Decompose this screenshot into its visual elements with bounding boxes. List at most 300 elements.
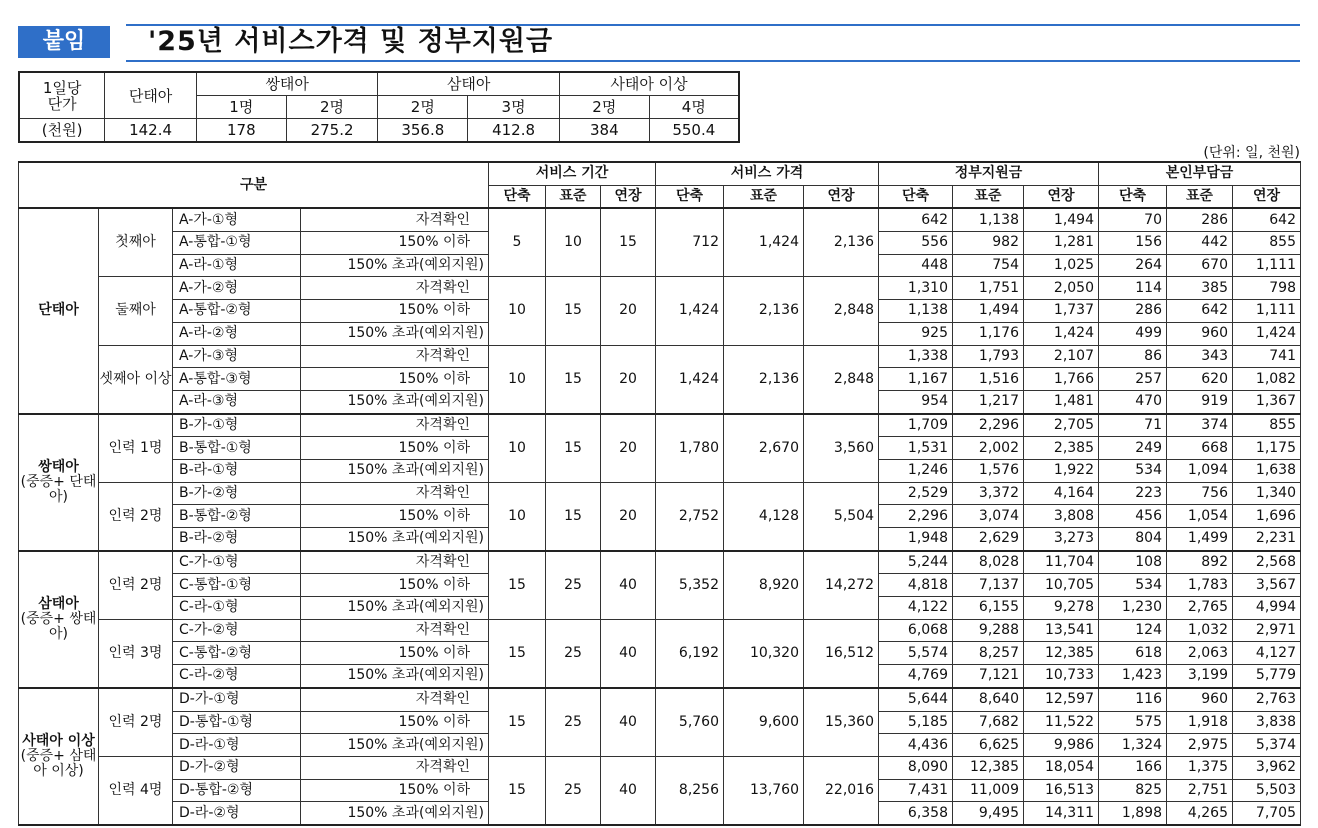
page-title: '25년 서비스가격 및 정부지원금 — [148, 26, 554, 57]
head-subcol: 표준 — [724, 185, 804, 208]
service-price: 712 — [656, 208, 724, 277]
service-price: 22,016 — [804, 756, 879, 825]
copay: 804 — [1099, 528, 1167, 551]
gov-support: 6,068 — [879, 619, 953, 642]
copay: 534 — [1099, 574, 1167, 597]
type-code: C-라-②형 — [173, 665, 301, 688]
copay: 1,230 — [1099, 597, 1167, 620]
copay: 4,994 — [1233, 597, 1301, 620]
service-period: 20 — [601, 414, 656, 483]
gov-support: 1,025 — [1024, 254, 1099, 277]
gov-support: 1,246 — [879, 459, 953, 482]
copay: 620 — [1167, 368, 1233, 391]
copay: 798 — [1233, 277, 1301, 300]
gov-support: 6,625 — [953, 734, 1024, 757]
gov-support: 556 — [879, 232, 953, 255]
income-criteria: 150% 초과(예외지원) — [301, 665, 489, 688]
block-label: 인력 3명 — [99, 619, 173, 688]
page-header — [18, 22, 1300, 62]
group-label — [19, 551, 99, 688]
gov-support: 11,522 — [1024, 711, 1099, 734]
service-period: 5 — [489, 208, 546, 277]
type-code: D-라-①형 — [173, 734, 301, 757]
service-price: 2,670 — [724, 414, 804, 483]
income-criteria: 150% 이하 — [301, 642, 489, 665]
copay: 166 — [1099, 756, 1167, 779]
type-code: C-통합-②형 — [173, 642, 301, 665]
table-row — [19, 345, 1301, 368]
type-code: A-가-①형 — [173, 208, 301, 231]
gov-support: 2,296 — [879, 505, 953, 528]
table-row — [19, 756, 1301, 779]
gov-support: 2,002 — [953, 437, 1024, 460]
group-name: 단태아 — [38, 302, 79, 319]
service-price: 6,192 — [656, 619, 724, 688]
table-row — [19, 619, 1301, 642]
group-label — [19, 414, 99, 551]
income-criteria: 150% 초과(예외지원) — [301, 528, 489, 551]
type-code: D-가-②형 — [173, 756, 301, 779]
service-price: 2,752 — [656, 482, 724, 551]
service-period: 10 — [489, 482, 546, 551]
gov-support: 4,818 — [879, 574, 953, 597]
copay: 70 — [1099, 208, 1167, 231]
type-code: C-가-①형 — [173, 551, 301, 574]
gov-support: 9,986 — [1024, 734, 1099, 757]
head-period: 서비스 기간 — [489, 162, 656, 185]
income-criteria: 150% 이하 — [301, 574, 489, 597]
block-label: 인력 2명 — [99, 482, 173, 551]
gov-support: 1,751 — [953, 277, 1024, 300]
type-code: A-라-①형 — [173, 254, 301, 277]
copay: 5,779 — [1233, 665, 1301, 688]
copay: 1,082 — [1233, 368, 1301, 391]
income-criteria: 자격확인 — [301, 208, 489, 231]
copay: 2,568 — [1233, 551, 1301, 574]
group-label — [19, 688, 99, 825]
copay: 71 — [1099, 414, 1167, 437]
service-price: 1,424 — [656, 277, 724, 345]
head-support: 정부지원금 — [879, 162, 1099, 185]
service-period: 40 — [601, 756, 656, 825]
gov-support: 7,682 — [953, 711, 1024, 734]
copay: 1,032 — [1167, 619, 1233, 642]
gov-support: 10,705 — [1024, 574, 1099, 597]
gov-support: 1,138 — [879, 300, 953, 323]
copay: 642 — [1167, 300, 1233, 323]
service-price: 8,256 — [656, 756, 724, 825]
service-period: 15 — [601, 208, 656, 277]
gov-support: 1,424 — [1024, 322, 1099, 345]
copay: 470 — [1099, 390, 1167, 413]
income-criteria: 150% 이하 — [301, 437, 489, 460]
copay: 5,503 — [1233, 779, 1301, 802]
price-row-label: 1일당 단가 — [19, 72, 105, 119]
service-price: 2,136 — [804, 208, 879, 277]
head-subcol: 연장 — [601, 185, 656, 208]
block-label: 인력 2명 — [99, 688, 173, 757]
copay: 7,705 — [1233, 802, 1301, 825]
copay: 2,765 — [1167, 597, 1233, 620]
type-code: A-라-②형 — [173, 322, 301, 345]
copay: 249 — [1099, 437, 1167, 460]
gov-support: 1,176 — [953, 322, 1024, 345]
service-price: 10,320 — [724, 619, 804, 688]
gov-support: 1,531 — [879, 437, 953, 460]
copay: 642 — [1233, 208, 1301, 231]
gov-support: 6,155 — [953, 597, 1024, 620]
head-subcol: 연장 — [804, 185, 879, 208]
service-period: 15 — [546, 482, 601, 551]
table-row — [19, 688, 1301, 711]
service-price: 5,760 — [656, 688, 724, 757]
copay: 960 — [1167, 688, 1233, 711]
head-subcol: 표준 — [546, 185, 601, 208]
header-rule-bottom — [126, 60, 1300, 62]
gov-support: 9,288 — [953, 619, 1024, 642]
income-criteria: 자격확인 — [301, 277, 489, 300]
block-label: 둘째아 — [99, 277, 173, 345]
gov-support: 2,107 — [1024, 345, 1099, 368]
group-subtitle: (중증+ 쌍태아) — [20, 610, 97, 642]
copay: 286 — [1099, 300, 1167, 323]
service-price: 1,424 — [724, 208, 804, 277]
block-label: 첫째아 — [99, 208, 173, 277]
gov-support: 8,640 — [953, 688, 1024, 711]
price-twin-label: 쌍태아 — [196, 72, 377, 96]
service-period: 20 — [601, 277, 656, 345]
copay: 456 — [1099, 505, 1167, 528]
copay: 3,962 — [1233, 756, 1301, 779]
table-row — [19, 208, 1301, 231]
gov-support: 1,281 — [1024, 232, 1099, 255]
gov-support: 448 — [879, 254, 953, 277]
gov-support: 8,257 — [953, 642, 1024, 665]
head-subcol: 단축 — [489, 185, 546, 208]
copay: 1,340 — [1233, 482, 1301, 505]
copay: 670 — [1167, 254, 1233, 277]
type-code: C-가-②형 — [173, 619, 301, 642]
copay: 575 — [1099, 711, 1167, 734]
service-period: 25 — [546, 551, 601, 620]
price-sub-label: 2명 — [378, 96, 468, 119]
copay: 855 — [1233, 232, 1301, 255]
gov-support: 2,050 — [1024, 277, 1099, 300]
head-subcol: 표준 — [1167, 185, 1233, 208]
price-value: 550.4 — [649, 119, 739, 143]
head-subcol: 연장 — [1233, 185, 1301, 208]
service-price: 8,920 — [724, 551, 804, 620]
income-criteria: 자격확인 — [301, 619, 489, 642]
copay: 1,111 — [1233, 254, 1301, 277]
copay: 2,751 — [1167, 779, 1233, 802]
type-code: A-통합-①형 — [173, 232, 301, 255]
copay: 1,696 — [1233, 505, 1301, 528]
copay: 3,567 — [1233, 574, 1301, 597]
gov-support: 1,709 — [879, 414, 953, 437]
head-subcol: 연장 — [1024, 185, 1099, 208]
type-code: B-라-②형 — [173, 528, 301, 551]
type-code: C-통합-①형 — [173, 574, 301, 597]
service-period: 15 — [489, 551, 546, 620]
income-criteria: 자격확인 — [301, 414, 489, 437]
group-label — [19, 208, 99, 413]
gov-support: 5,574 — [879, 642, 953, 665]
gov-support: 1,310 — [879, 277, 953, 300]
gov-support: 1,138 — [953, 208, 1024, 231]
gov-support: 982 — [953, 232, 1024, 255]
service-price: 2,136 — [724, 277, 804, 345]
service-period: 20 — [601, 482, 656, 551]
income-criteria: 150% 초과(예외지원) — [301, 459, 489, 482]
daily-price-table — [18, 71, 740, 143]
service-price: 16,512 — [804, 619, 879, 688]
gov-support: 954 — [879, 390, 953, 413]
income-criteria: 150% 초과(예외지원) — [301, 390, 489, 413]
gov-support: 8,090 — [879, 756, 953, 779]
copay: 1,324 — [1099, 734, 1167, 757]
table-row — [19, 482, 1301, 505]
block-label: 셋째아 이상 — [99, 345, 173, 414]
type-code: D-가-①형 — [173, 688, 301, 711]
gov-support: 3,372 — [953, 482, 1024, 505]
gov-support: 1,217 — [953, 390, 1024, 413]
copay: 825 — [1099, 779, 1167, 802]
service-period: 10 — [489, 345, 546, 414]
copay: 1,367 — [1233, 390, 1301, 413]
copay: 2,763 — [1233, 688, 1301, 711]
income-criteria: 자격확인 — [301, 756, 489, 779]
gov-support: 5,244 — [879, 551, 953, 574]
income-criteria: 150% 이하 — [301, 368, 489, 391]
copay: 124 — [1099, 619, 1167, 642]
gov-support: 9,278 — [1024, 597, 1099, 620]
copay: 2,063 — [1167, 642, 1233, 665]
price-single-label: 단태아 — [105, 72, 197, 119]
copay: 385 — [1167, 277, 1233, 300]
gov-support: 7,137 — [953, 574, 1024, 597]
copay: 1,783 — [1167, 574, 1233, 597]
gov-support: 7,121 — [953, 665, 1024, 688]
service-price: 2,848 — [804, 277, 879, 345]
copay: 1,424 — [1233, 322, 1301, 345]
gov-support: 4,122 — [879, 597, 953, 620]
type-code: B-통합-②형 — [173, 505, 301, 528]
table-row — [19, 551, 1301, 574]
copay: 3,199 — [1167, 665, 1233, 688]
copay: 668 — [1167, 437, 1233, 460]
gov-support: 1,766 — [1024, 368, 1099, 391]
copay: 156 — [1099, 232, 1167, 255]
copay: 855 — [1233, 414, 1301, 437]
service-period: 25 — [546, 619, 601, 688]
copay: 756 — [1167, 482, 1233, 505]
service-period: 10 — [489, 414, 546, 483]
group-subtitle: (중증+ 단태아) — [20, 473, 97, 505]
gov-support: 925 — [879, 322, 953, 345]
gov-support: 1,494 — [953, 300, 1024, 323]
gov-support: 11,704 — [1024, 551, 1099, 574]
gov-support: 1,167 — [879, 368, 953, 391]
copay: 116 — [1099, 688, 1167, 711]
gov-support: 4,436 — [879, 734, 953, 757]
copay: 919 — [1167, 390, 1233, 413]
price-value: 384 — [559, 119, 649, 143]
income-criteria: 150% 초과(예외지원) — [301, 802, 489, 825]
type-code: C-라-①형 — [173, 597, 301, 620]
type-code: B-가-②형 — [173, 482, 301, 505]
copay: 5,374 — [1233, 734, 1301, 757]
copay: 960 — [1167, 322, 1233, 345]
service-price: 2,136 — [724, 345, 804, 414]
gov-support: 1,494 — [1024, 208, 1099, 231]
gov-support: 11,009 — [953, 779, 1024, 802]
gov-support: 3,808 — [1024, 505, 1099, 528]
gov-support: 6,358 — [879, 802, 953, 825]
service-price: 5,504 — [804, 482, 879, 551]
price-sub-label: 4명 — [649, 96, 739, 119]
type-code: A-라-③형 — [173, 390, 301, 413]
service-period: 15 — [546, 345, 601, 414]
price-sub-label: 2명 — [286, 96, 378, 119]
head-subcol: 단축 — [656, 185, 724, 208]
gov-support: 12,385 — [953, 756, 1024, 779]
gov-support: 12,597 — [1024, 688, 1099, 711]
income-criteria: 150% 초과(예외지원) — [301, 734, 489, 757]
income-criteria: 150% 초과(예외지원) — [301, 322, 489, 345]
gov-support: 2,385 — [1024, 437, 1099, 460]
copay: 114 — [1099, 277, 1167, 300]
gov-support: 1,948 — [879, 528, 953, 551]
service-price: 3,560 — [804, 414, 879, 483]
service-period: 40 — [601, 619, 656, 688]
gov-support: 2,529 — [879, 482, 953, 505]
head-copay: 본인부담금 — [1099, 162, 1301, 185]
income-criteria: 150% 이하 — [301, 300, 489, 323]
income-criteria: 150% 초과(예외지원) — [301, 597, 489, 620]
gov-support: 1,922 — [1024, 459, 1099, 482]
price-value: 412.8 — [468, 119, 560, 143]
income-criteria: 자격확인 — [301, 688, 489, 711]
service-period: 15 — [489, 688, 546, 757]
block-label: 인력 1명 — [99, 414, 173, 483]
gov-support: 16,513 — [1024, 779, 1099, 802]
service-price: 1,780 — [656, 414, 724, 483]
block-label: 인력 4명 — [99, 756, 173, 825]
copay: 108 — [1099, 551, 1167, 574]
service-price: 13,760 — [724, 756, 804, 825]
income-criteria: 150% 이하 — [301, 711, 489, 734]
copay: 4,127 — [1233, 642, 1301, 665]
group-name: 사태아 이상 — [22, 732, 95, 749]
service-period: 15 — [546, 414, 601, 483]
gov-support: 5,644 — [879, 688, 953, 711]
gov-support: 1,516 — [953, 368, 1024, 391]
copay: 286 — [1167, 208, 1233, 231]
copay: 1,054 — [1167, 505, 1233, 528]
service-period: 15 — [546, 277, 601, 345]
head-subcol: 단축 — [879, 185, 953, 208]
income-criteria: 150% 이하 — [301, 232, 489, 255]
gov-support: 2,705 — [1024, 414, 1099, 437]
head-price: 서비스 가격 — [656, 162, 879, 185]
type-code: A-가-③형 — [173, 345, 301, 368]
price-value: 356.8 — [378, 119, 468, 143]
price-triplet-label: 삼태아 — [378, 72, 560, 96]
copay: 1,175 — [1233, 437, 1301, 460]
copay: 618 — [1099, 642, 1167, 665]
copay: 86 — [1099, 345, 1167, 368]
price-sub-label: 3명 — [468, 96, 560, 119]
copay: 442 — [1167, 232, 1233, 255]
type-code: B-통합-①형 — [173, 437, 301, 460]
group-subtitle: (중증+ 삼태아 이상) — [20, 747, 97, 779]
gov-support: 5,185 — [879, 711, 953, 734]
group-name: 삼태아 — [38, 595, 79, 612]
service-period: 40 — [601, 551, 656, 620]
copay: 1,638 — [1233, 459, 1301, 482]
type-code: A-가-②형 — [173, 277, 301, 300]
copay: 257 — [1099, 368, 1167, 391]
price-quad-label: 사태아 이상 — [559, 72, 739, 96]
attachment-badge: 붙임 — [18, 26, 110, 58]
copay: 4,265 — [1167, 802, 1233, 825]
table-row — [19, 277, 1301, 300]
copay: 1,918 — [1167, 711, 1233, 734]
income-criteria: 자격확인 — [301, 551, 489, 574]
service-price: 15,360 — [804, 688, 879, 757]
service-price: 1,424 — [656, 345, 724, 414]
gov-support: 10,733 — [1024, 665, 1099, 688]
price-sub-label: 2명 — [559, 96, 649, 119]
block-label: 인력 2명 — [99, 551, 173, 620]
price-row-unit: (천원) — [19, 119, 105, 143]
gov-support: 9,495 — [953, 802, 1024, 825]
service-period: 40 — [601, 688, 656, 757]
income-criteria: 150% 이하 — [301, 505, 489, 528]
service-period: 10 — [546, 208, 601, 277]
copay: 2,231 — [1233, 528, 1301, 551]
gov-support: 1,481 — [1024, 390, 1099, 413]
gov-support: 3,074 — [953, 505, 1024, 528]
gov-support: 1,737 — [1024, 300, 1099, 323]
gov-support: 12,385 — [1024, 642, 1099, 665]
head-subcol: 표준 — [953, 185, 1024, 208]
head-subcol: 단축 — [1099, 185, 1167, 208]
head-category: 구분 — [19, 162, 489, 208]
gov-support: 2,296 — [953, 414, 1024, 437]
gov-support: 4,164 — [1024, 482, 1099, 505]
service-period: 25 — [546, 688, 601, 757]
type-code: B-가-①형 — [173, 414, 301, 437]
service-period: 20 — [601, 345, 656, 414]
gov-support: 13,541 — [1024, 619, 1099, 642]
unit-note: (단위: 일, 천원) — [1203, 145, 1300, 161]
copay: 343 — [1167, 345, 1233, 368]
copay: 2,971 — [1233, 619, 1301, 642]
gov-support: 18,054 — [1024, 756, 1099, 779]
type-code: B-라-①형 — [173, 459, 301, 482]
gov-support: 642 — [879, 208, 953, 231]
copay: 1,423 — [1099, 665, 1167, 688]
service-period: 25 — [546, 756, 601, 825]
copay: 1,898 — [1099, 802, 1167, 825]
service-price: 4,128 — [724, 482, 804, 551]
gov-support: 1,576 — [953, 459, 1024, 482]
service-price: 2,848 — [804, 345, 879, 414]
income-criteria: 150% 초과(예외지원) — [301, 254, 489, 277]
gov-support: 1,793 — [953, 345, 1024, 368]
